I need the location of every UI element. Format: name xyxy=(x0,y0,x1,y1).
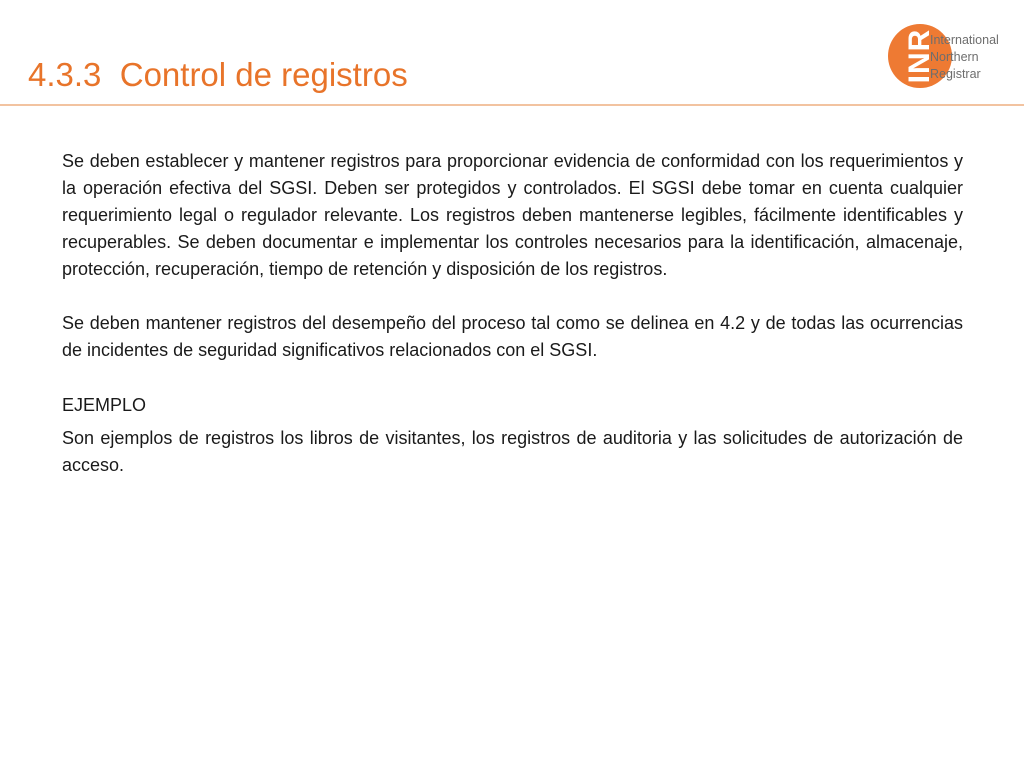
logo-mark: INR xyxy=(903,28,936,84)
logo-word-registrar: Registrar xyxy=(930,67,981,81)
logo-wordmark xyxy=(930,32,999,83)
slide-title: 4.3.3 Control de registros xyxy=(28,56,408,93)
slide-body xyxy=(62,148,963,479)
logo-word-international: International xyxy=(930,33,999,47)
inr-logo xyxy=(888,24,1018,90)
example-heading: EJEMPLO xyxy=(62,395,147,415)
example-text: Son ejemplos de registros los libros de visitantes, los registros de auditoria y las solicitudes de autorización de acceso. xyxy=(62,428,963,475)
logo-word-northern: Northern xyxy=(930,50,979,64)
title-divider xyxy=(0,104,1024,106)
body-paragraph-performance-records: Se deben mantener registros del desempeño del proceso tal como se delinea en 4.2 y de todas las ocurrencias de incidentes de seguridad significativos relacionados con el SGSI. xyxy=(62,313,963,360)
body-paragraph-records-requirements: Se deben establecer y mantener registros para proporcionar evidencia de conformidad con los requerimientos y la operación efectiva del SGSI. Deben ser protegidos y controlados. El SGSI debe tomar en cuenta cualquier requerimiento legal o regulador relevante. Los registros deben mantenerse legibles, fácilmente identificables y recuperables. Se deben documentar e implementar los controles necesarios para la identificación, almacenaje, protección, recuperación, tiempo de retención y disposición de los registros. xyxy=(62,151,963,279)
